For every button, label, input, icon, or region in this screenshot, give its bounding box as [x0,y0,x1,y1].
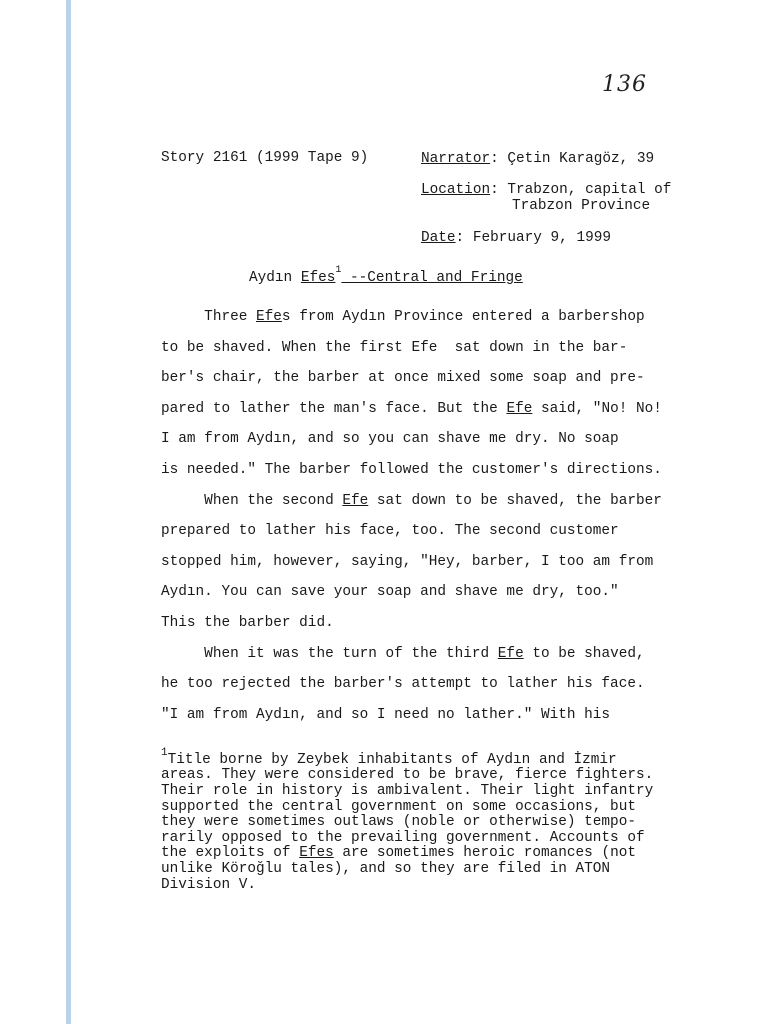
narrator-label: Narrator [421,151,491,167]
footnote-line: they were sometimes outlaws (noble or otherwise) tempo- [161,814,636,831]
footnote-line: rarily opposed to the prevailing government. Accounts of [161,829,645,846]
date-label: Date [421,230,456,246]
narrator-value: : Çetin Karagöz, 39 [490,151,655,167]
location-line [421,182,671,198]
footnote [161,748,653,893]
title-name-pre: Aydın [249,269,301,286]
footnote-line: Their role in history is ambivalent. Their light infantry [161,782,654,799]
body-text: pared to lather the man's face. But the [161,400,507,417]
underlined-efe: Efe [342,492,369,509]
body-line [161,676,645,692]
body-text: he too rejected the barber's attempt to lather his face. [161,676,645,693]
body-line [161,554,653,570]
footnote-mark: 1 [161,747,168,759]
title-footnote-mark: 1 [335,265,342,276]
date-line [421,230,611,246]
body-line [161,401,662,417]
body-text: I am from Aydın, and so you can shave me dry. No soap [161,431,619,448]
underlined-efe: Efe [506,400,533,417]
title-name-efes: Efes [300,269,336,286]
body-text: This the barber did. [161,615,334,631]
body-text: sat down to be shaved, the barber [368,492,662,509]
body-line [161,584,619,600]
body-line [161,462,662,478]
body-line [161,309,645,325]
footnote-line: Division V. [161,876,256,893]
narrator-line [421,151,654,167]
body-text: prepared to lather his face, too. The second customer [161,523,619,540]
story-title [249,266,523,286]
body-text: s from Aydın Province entered a barbershop [281,309,645,325]
body-line [161,340,627,356]
body-text: When it was the turn of the third [161,645,498,662]
footnote-efes: Efes [299,845,334,862]
footnote-line: Title borne by Zeybek inhabitants of Aydın and İzmir [167,751,617,768]
body-text: stopped him, however, saying, "Hey, barber, I too am from [161,553,654,570]
body-text: When the second [161,492,343,509]
body-text: "I am from Aydın, and so I need no lather." With his [161,706,611,723]
footnote-line: the exploits of [161,845,300,862]
underlined-efe: Efe [256,309,282,325]
body-text: is needed." The barber followed the customer's directions. [161,462,662,478]
location-value: : Trabzon, capital of [490,182,672,198]
title-rest: --Central and Fringe [341,269,523,286]
body-text: to be shaved, [523,645,645,662]
location-label: Location [421,182,491,198]
body-text: ber's chair, the barber at once mixed some soap and pre- [161,370,645,387]
body-text: Aydın. You can save your soap and shave me dry, too." [161,584,619,601]
footnote-line-rest: are sometimes heroic romances (not [333,845,636,862]
body-text: to be shaved. When the first Efe sat down in the bar- [161,339,628,356]
left-margin-rule [66,0,71,1024]
body-line [161,370,645,386]
underlined-efe: Efe [497,645,524,662]
footnote-line: unlike Köroğlu tales), and so they are filed in ATON [161,860,611,877]
body-line [161,493,662,509]
body-text: Three [161,309,256,325]
body-line [161,646,645,662]
body-line [161,431,619,447]
body-text: said, "No! No! [532,400,662,417]
footnote-line: supported the central government on some occasions, but [161,798,636,815]
body-line [161,615,334,631]
body-line [161,523,619,539]
date-value: : February 9, 1999 [455,230,611,246]
page-number: 136 [602,72,647,97]
body-line [161,707,610,723]
footnote-line: areas. They were considered to be brave, fierce fighters. [161,767,654,784]
location-line-2: Trabzon Province [512,198,651,214]
story-id: Story 2161 (1999 Tape 9) [161,150,369,166]
